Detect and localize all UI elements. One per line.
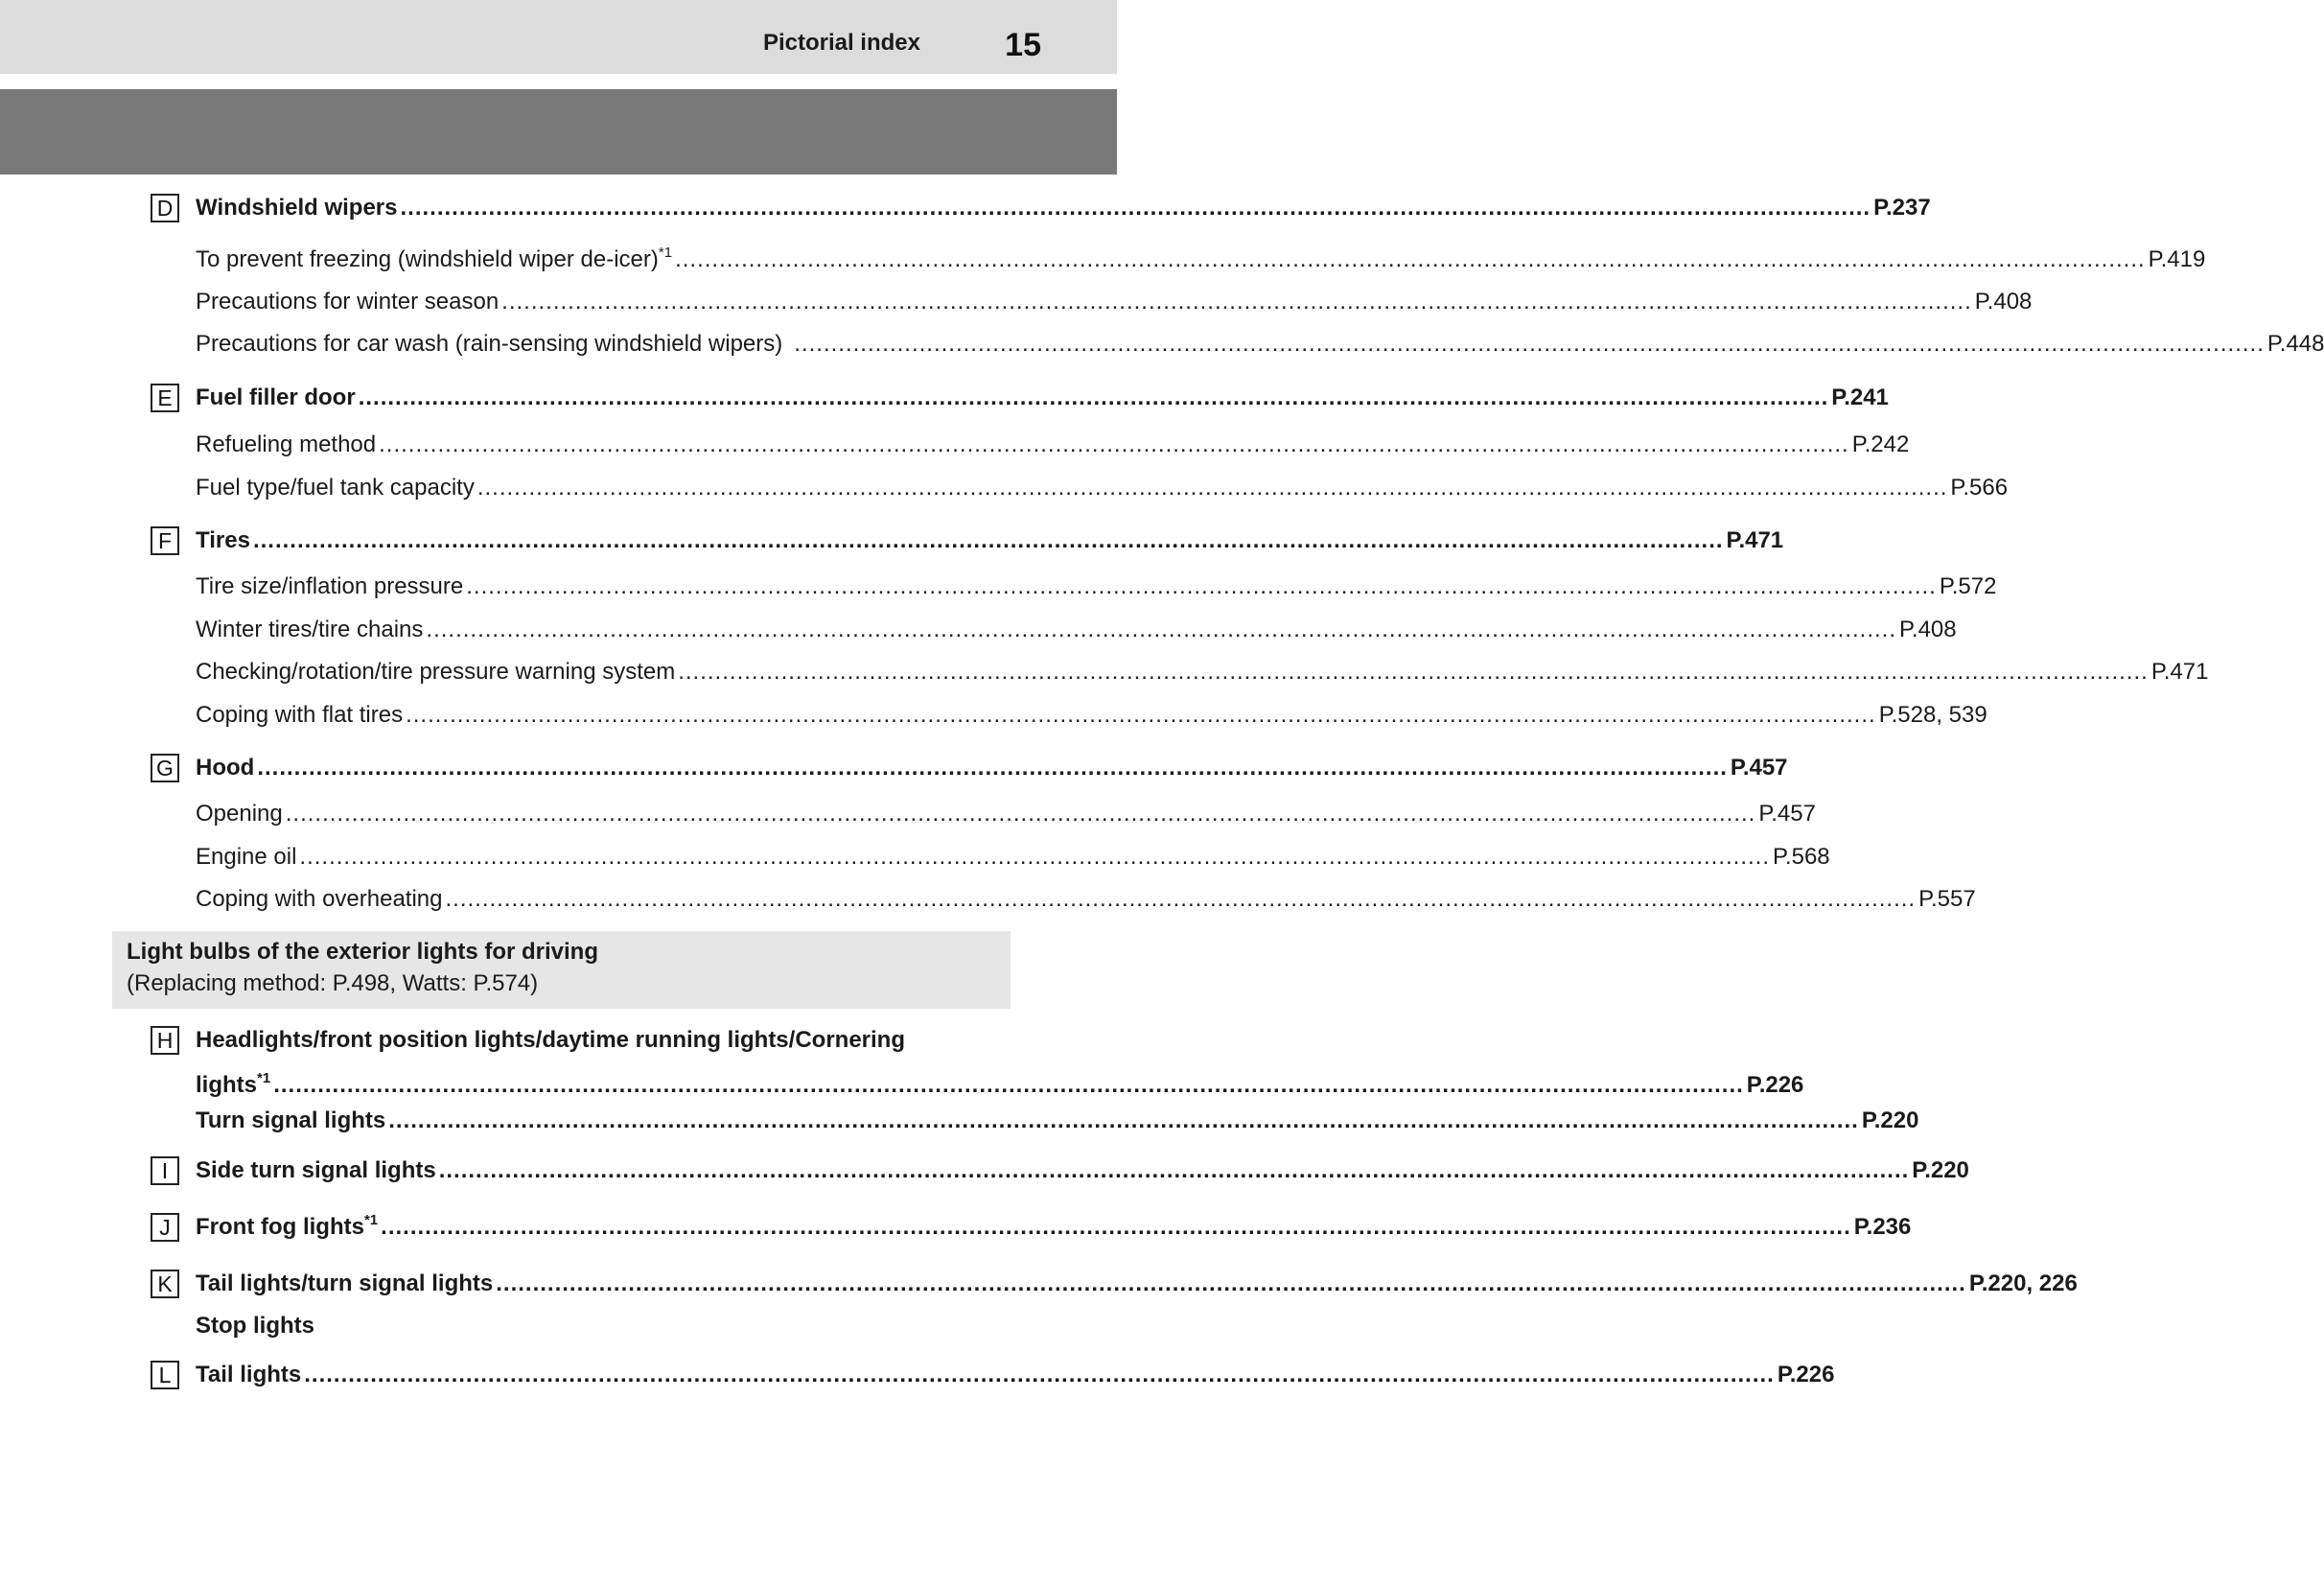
footnote-mark: *1: [257, 1070, 271, 1086]
heading-label: Tail lights/turn signal lights: [196, 1270, 494, 1296]
page-reference[interactable]: P.220: [1912, 1157, 1969, 1183]
dot-leader: ........................................................................................................................................................................................................: [501, 289, 1972, 315]
dot-leader: ........................................................................................................................................................................................................: [285, 801, 1756, 827]
heading-label: lights$^{*1}$: [196, 1070, 271, 1098]
index-heading-front-fog-lights[interactable]: [196, 1212, 1912, 1242]
index-heading-headlights-cont[interactable]: [196, 1070, 1804, 1100]
dot-leader: ........................................................................................................................................................................................................: [678, 659, 2149, 685]
index-item[interactable]: [196, 616, 1957, 644]
item-label: Coping with overheating: [196, 886, 443, 912]
page-reference[interactable]: P.226: [1746, 1072, 1804, 1098]
page-reference[interactable]: P.528, 539: [1878, 702, 1987, 728]
callout-marker-g: G: [151, 754, 179, 782]
callout-title: Light bulbs of the exterior lights for driving: [127, 939, 598, 965]
page-reference[interactable]: P.457: [1730, 755, 1788, 781]
dot-leader: ........................................................................................................................................................................................................: [400, 195, 1871, 221]
callout-marker-d: D: [151, 194, 179, 222]
page-reference[interactable]: P.448: [2266, 331, 2324, 357]
heading-label: Hood: [196, 755, 255, 781]
page-reference[interactable]: P.557: [1918, 886, 1976, 912]
index-item[interactable]: [196, 245, 2206, 274]
heading-label: Tires: [196, 527, 250, 553]
page-reference[interactable]: P.220: [1861, 1107, 1919, 1133]
heading-label: Front fog lights$^{*1}$: [196, 1212, 379, 1240]
page-reference[interactable]: P.419: [2148, 246, 2206, 272]
callout-marker-l: L: [151, 1361, 179, 1389]
dot-leader: ........................................................................................................................................................................................................: [358, 385, 1829, 410]
index-heading-tail-lights[interactable]: [196, 1361, 1835, 1389]
dot-leader: ........................................................................................................................................................................................................: [379, 431, 1849, 457]
illustration-band: [0, 89, 1117, 175]
page-reference[interactable]: P.408: [1899, 617, 1957, 642]
item-label: Precautions for winter season: [196, 289, 500, 315]
index-heading-windshield-wipers[interactable]: [196, 194, 1931, 222]
callout-marker-e: E: [151, 384, 179, 412]
page-reference[interactable]: P.457: [1758, 801, 1816, 827]
item-label: Opening: [196, 801, 283, 827]
footnote-mark: *1: [363, 1212, 379, 1228]
item-label: Tire size/inflation pressure: [196, 573, 464, 599]
callout-marker-i: I: [151, 1156, 179, 1185]
dot-leader: ........................................................................................................................................................................................................: [496, 1270, 1966, 1296]
index-item[interactable]: [196, 474, 2009, 502]
page-reference[interactable]: P.237: [1873, 195, 1931, 221]
dot-leader: ........................................................................................................................................................................................................: [426, 617, 1896, 642]
page-reference[interactable]: P.471: [2150, 659, 2209, 685]
dot-leader: ........................................................................................................................................................................................................: [445, 886, 1917, 912]
index-item[interactable]: [196, 701, 1987, 730]
item-label: Precautions for car wash (rain-sensing windshield wipers): [196, 331, 783, 357]
item-label: Fuel type/fuel tank capacity: [196, 475, 475, 501]
index-item[interactable]: [196, 330, 2324, 359]
item-label: Checking/rotation/tire pressure warning system: [196, 659, 676, 685]
dot-leader: ........................................................................................................................................................................................................: [381, 1214, 1851, 1240]
item-label: Coping with flat tires: [196, 702, 404, 728]
index-heading-fuel-filler-door[interactable]: [196, 384, 1889, 412]
heading-label: Side turn signal lights: [196, 1157, 436, 1183]
heading-label: Windshield wipers: [196, 195, 398, 221]
dot-leader: ........................................................................................................................................................................................................: [273, 1072, 1744, 1098]
heading-label: Fuel filler door: [196, 385, 356, 410]
page-reference[interactable]: P.568: [1773, 844, 1830, 870]
dot-leader: ........................................................................................................................................................................................................: [406, 702, 1876, 728]
index-item[interactable]: [196, 288, 2033, 316]
dot-leader: ........................................................................................................................................................................................................: [257, 755, 1728, 781]
section-title: Pictorial index: [762, 30, 920, 56]
light-bulbs-callout: [112, 931, 1011, 1009]
page-reference[interactable]: P.241: [1831, 385, 1889, 410]
dot-leader: ........................................................................................................................................................................................................: [675, 246, 2146, 272]
index-item[interactable]: [196, 885, 1976, 914]
dot-leader: ........................................................................................................................................................................................................: [388, 1107, 1859, 1133]
index-heading-hood[interactable]: [196, 754, 1788, 782]
index-item[interactable]: [196, 800, 1816, 828]
dot-leader: ........................................................................................................................................................................................................: [476, 475, 1948, 501]
page-reference[interactable]: P.236: [1853, 1214, 1912, 1240]
index-heading-tires[interactable]: [196, 526, 1784, 555]
index-item[interactable]: [196, 843, 1830, 872]
dot-leader: ........................................................................................................................................................................................................: [299, 844, 1771, 870]
page-reference[interactable]: P.226: [1777, 1362, 1835, 1387]
item-label: Refueling method: [196, 431, 377, 457]
callout-marker-j: J: [151, 1213, 179, 1242]
index-heading-tail-turn-signal-lights[interactable]: [196, 1270, 2078, 1298]
dot-leader: ........................................................................................................................................................................................................: [438, 1157, 1910, 1183]
page-reference[interactable]: P.471: [1726, 527, 1784, 553]
item-label: To prevent freezing (windshield wiper de-icer)$^{*1}$: [196, 245, 673, 272]
page-reference[interactable]: P.242: [1851, 431, 1910, 457]
header-band: [0, 0, 1117, 74]
page-reference[interactable]: P.220, 226: [1968, 1270, 2078, 1296]
footnote-mark: *1: [658, 245, 673, 261]
page-number: 15: [1005, 27, 1041, 63]
index-heading-stop-lights[interactable]: Stop lights: [196, 1313, 314, 1339]
callout-marker-k: K: [151, 1270, 179, 1298]
index-item[interactable]: [196, 431, 1910, 459]
callout-marker-h: H: [151, 1026, 179, 1055]
dot-leader: ........................................................................................................................................................................................................: [252, 527, 1724, 553]
item-label: Winter tires/tire chains: [196, 617, 424, 642]
item-label: Engine oil: [196, 844, 297, 870]
page-reference[interactable]: P.408: [1974, 289, 2033, 315]
callout-marker-f: F: [151, 526, 179, 555]
index-heading-turn-signal-lights[interactable]: [196, 1107, 1919, 1135]
page-reference[interactable]: P.566: [1950, 475, 2009, 501]
page-reference[interactable]: P.572: [1939, 573, 1997, 599]
callout-subtitle: (Replacing method: P.498, Watts: P.574): [127, 970, 539, 996]
dot-leader: ........................................................................................................................................................................................................: [466, 573, 1937, 599]
heading-label: Turn signal lights: [196, 1107, 386, 1133]
heading-label: Tail lights: [196, 1362, 302, 1387]
dot-leader: ........................................................................................................................................................................................................: [304, 1362, 1775, 1387]
dot-leader: ........................................................................................................................................................................................................: [794, 331, 2265, 357]
index-heading-headlights[interactable]: Headlights/front position lights/daytime running lights/Cornering: [196, 1027, 905, 1053]
index-heading-side-turn-signal-lights[interactable]: [196, 1156, 1969, 1185]
index-item[interactable]: [196, 572, 1997, 601]
index-item[interactable]: [196, 658, 2209, 687]
